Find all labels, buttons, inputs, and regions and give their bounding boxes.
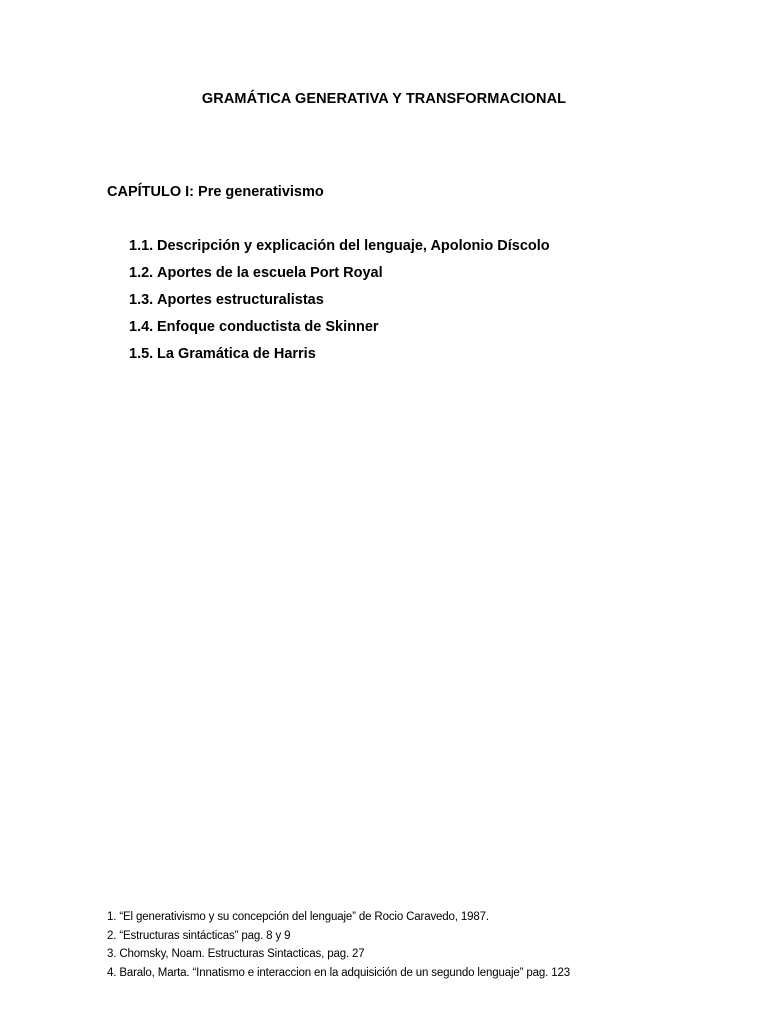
section-item: [129, 291, 550, 318]
section-label: La Gramática de Harris: [157, 346, 316, 362]
section-number: 1.2.: [129, 265, 154, 281]
footnote: 3. Chomsky, Noam. Estructuras Sintacticas, pag. 27: [107, 948, 365, 960]
section-item: [129, 345, 550, 372]
footnote-list: [107, 908, 570, 982]
footnote: 4. Baralo, Marta. “Innatismo e interaccion en la adquisición de un segundo lenguaje” pag. 123: [107, 966, 570, 979]
section-item: [129, 318, 550, 345]
section-label: Enfoque conductista de Skinner: [157, 319, 379, 335]
section-item: [129, 237, 550, 264]
section-label: Descripción y explicación del lenguaje, Apolonio Díscolo: [157, 238, 550, 254]
section-label: Aportes estructuralistas: [157, 292, 324, 308]
chapter-heading: CAPÍTULO I: Pre generativismo: [107, 184, 324, 200]
section-label: Aportes de la escuela Port Royal: [157, 265, 383, 281]
section-number: 1.4.: [129, 319, 154, 335]
section-number: 1.5.: [129, 346, 154, 362]
document-title: GRAMÁTICA GENERATIVA Y TRANSFORMACIONAL: [201, 91, 567, 107]
footnote: 1. “El generativismo y su concepción del lenguaje” de Rocio Caravedo, 1987.: [107, 911, 489, 923]
section-number: 1.1.: [129, 238, 154, 254]
section-list: [129, 237, 550, 372]
footnote: 2. “Estructuras sintácticas” pag. 8 y 9: [107, 929, 291, 942]
section-item: [129, 264, 550, 291]
section-number: 1.3.: [129, 292, 154, 308]
